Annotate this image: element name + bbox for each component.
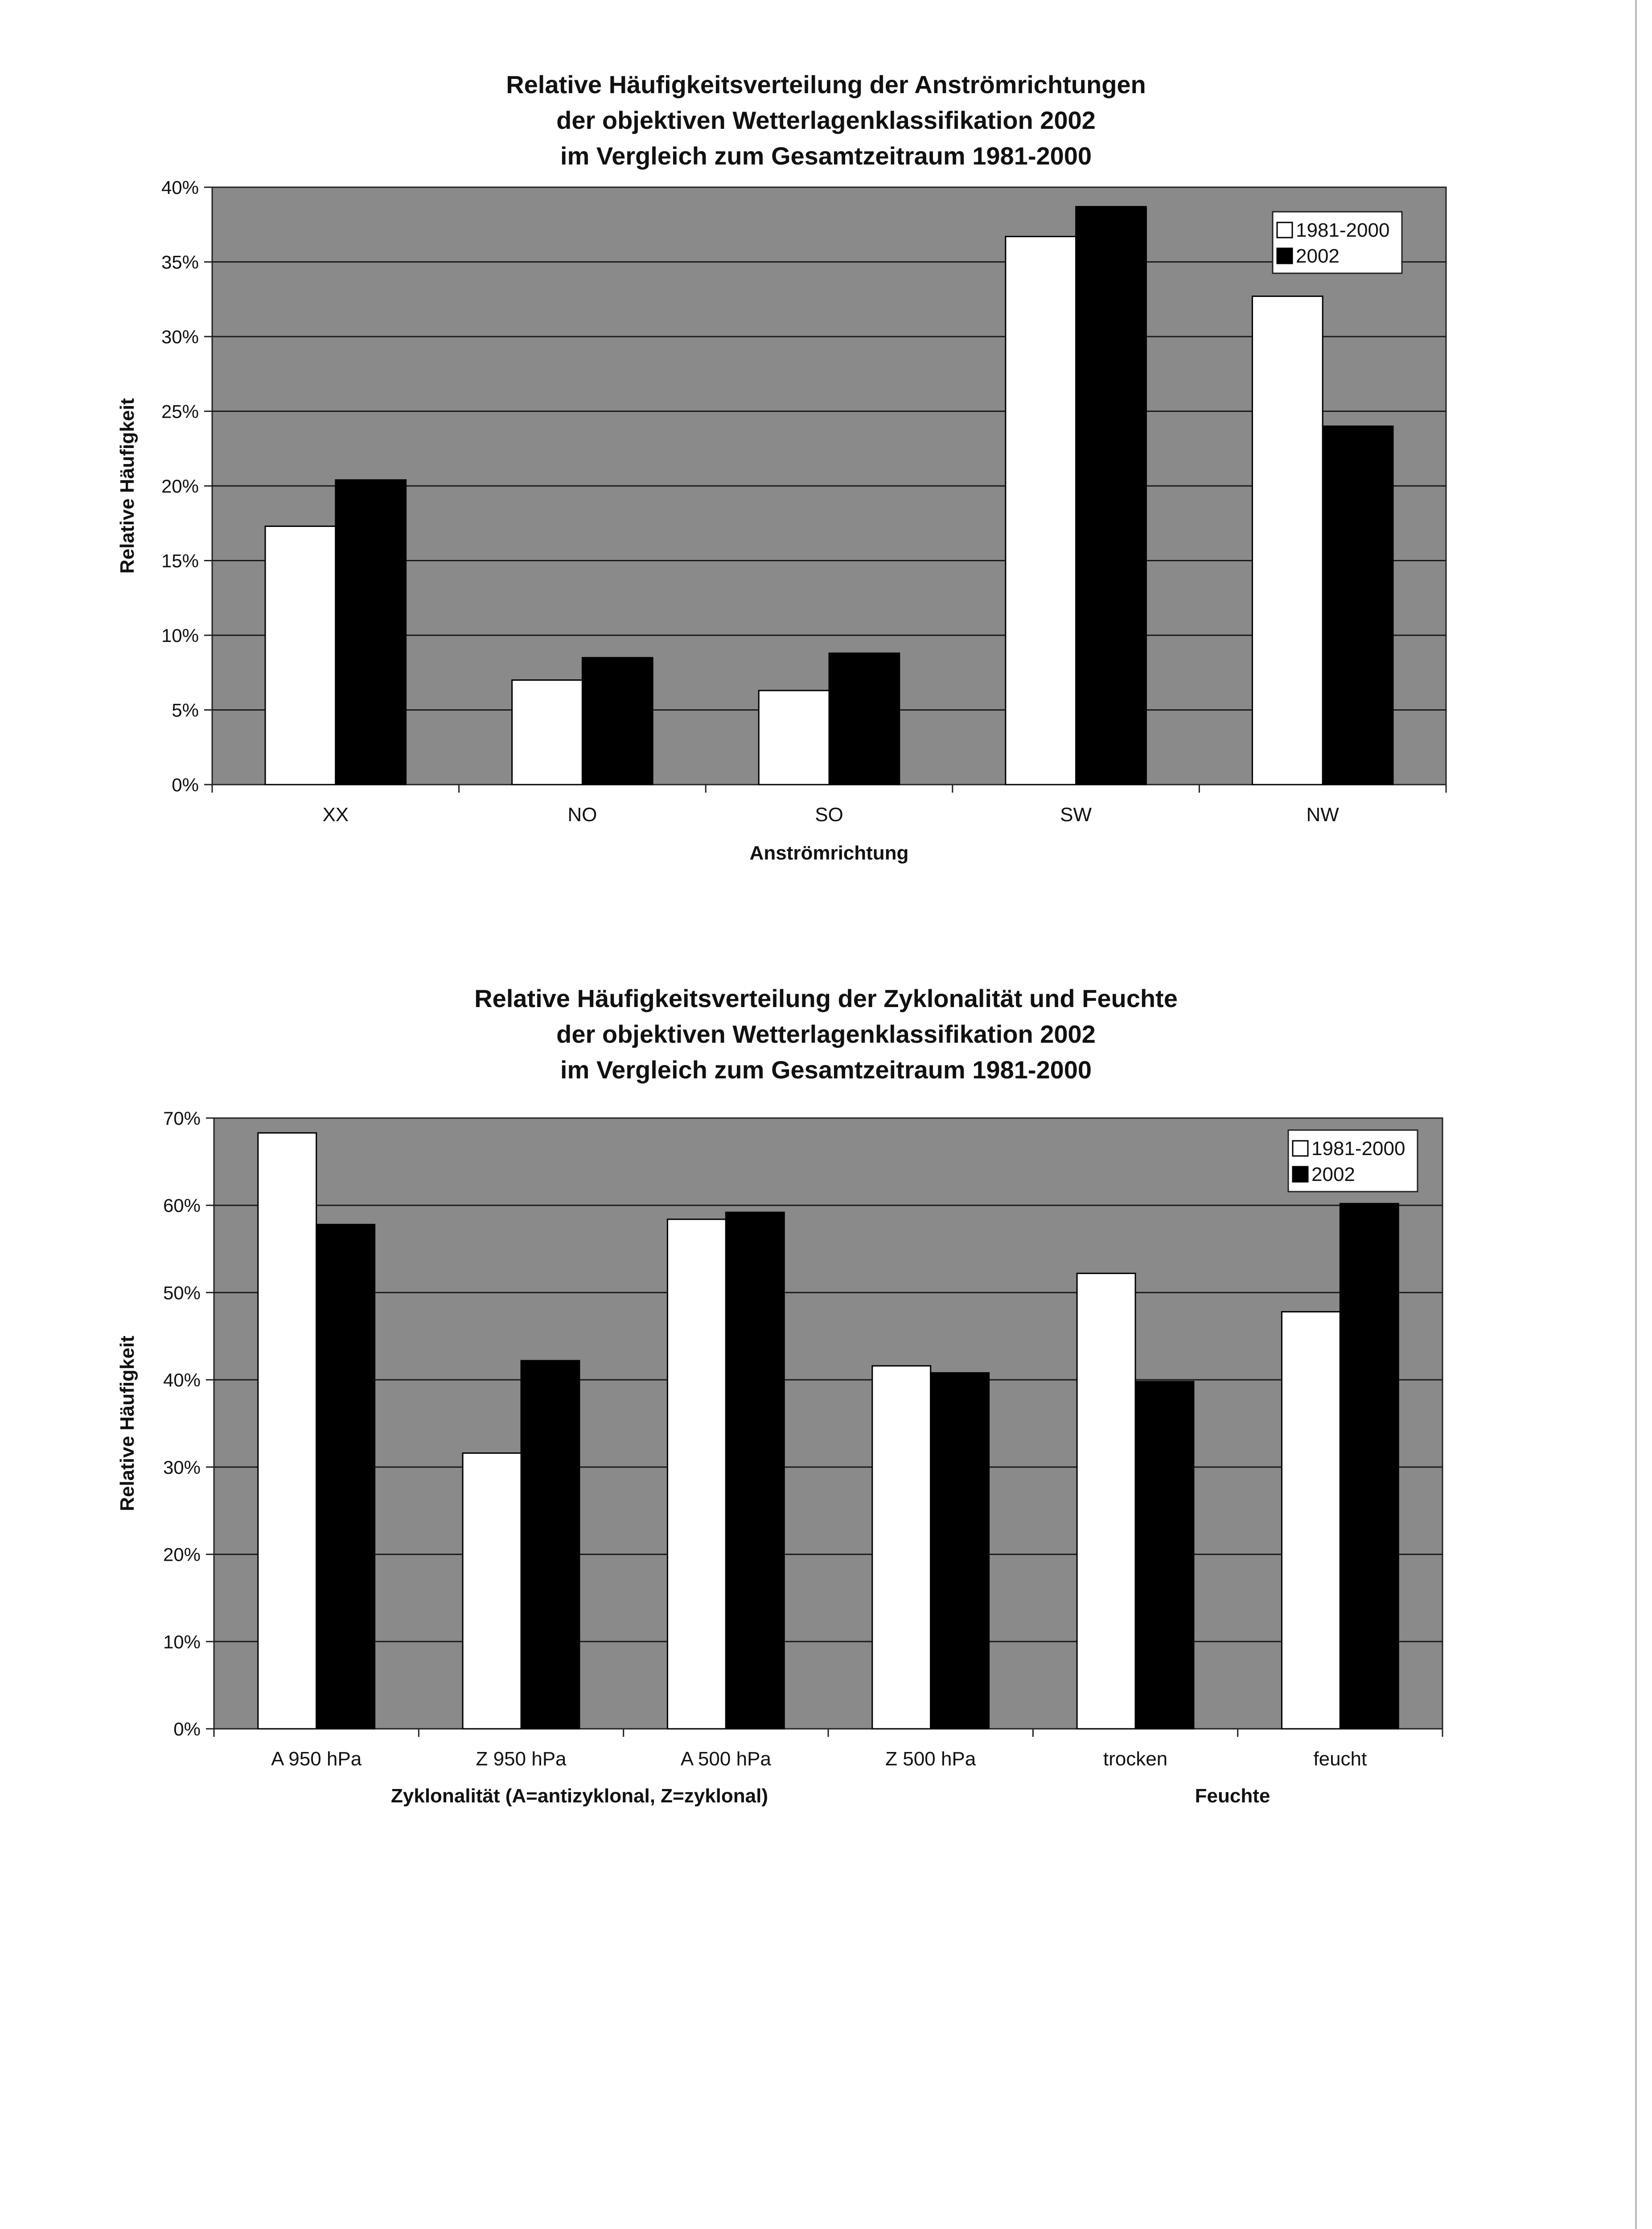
chart2-x-tick-label: A 950 hPa [271,1748,362,1770]
chart2-y-tick-label: 60% [163,1195,201,1216]
chart2-y-tick-label: 0% [173,1719,201,1740]
chart1-title-line1: Relative Häufigkeitsverteilung der Anströmrichtungen [506,70,1146,99]
chart1-x-tick-label: NO [567,804,597,826]
chart1-x-tick-label: SW [1060,804,1092,826]
chart2-title-line2: der objektiven Wetterlagenklassifikation 2002 [556,1020,1096,1048]
chart1-x-tick-label: XX [322,804,349,826]
chart2-bar-baseline [667,1219,726,1729]
chart2-bar-current [1135,1382,1194,1729]
chart1-y-tick-label: 35% [161,251,199,273]
chart2-y-tick-label: 10% [163,1631,201,1653]
chart2-x-tick-label: feucht [1313,1748,1367,1770]
chart2-legend-swatch [1293,1141,1308,1156]
chart2-title-line3: im Vergleich zum Gesamtzeitraum 1981-2000 [560,1056,1092,1084]
chart1-y-tick-label: 25% [161,401,199,422]
chart2-bar-current [521,1361,579,1729]
chart2-legend-label: 1981-2000 [1311,1138,1405,1160]
chart2-legend-swatch [1293,1167,1308,1182]
chart1-x-tick-label: NW [1306,804,1339,826]
chart2-x-axis-label: Zyklonalität (A=antizyklonal, Z=zyklonal) [391,1785,768,1807]
chart1-y-tick-label: 30% [161,326,199,347]
chart1-x-axis-label: Anströmrichtung [749,842,909,864]
chart1-x-tick-label: SO [815,804,843,826]
chart2-y-axis-label: Relative Häufigkeit [116,1336,138,1511]
chart2-bar-current [1340,1204,1398,1729]
chart1-y-tick-label: 40% [161,177,199,198]
chart2-x-tick-label: A 500 hPa [680,1748,771,1770]
chart2-bar-baseline [463,1453,521,1729]
chart1-title-line3: im Vergleich zum Gesamtzeitraum 1981-2000 [560,142,1092,170]
chart1-y-tick-label: 15% [161,550,199,572]
chart2-bar-current [726,1212,784,1729]
chart2-y-tick-label: 20% [163,1544,201,1565]
chart2-bar-baseline [872,1366,931,1729]
chart2-title-line1: Relative Häufigkeitsverteilung der Zyklonalität und Feuchte [474,984,1178,1012]
chart1-title-line2: der objektiven Wetterlagenklassifikation 2002 [556,106,1096,134]
chart1-y-tick-label: 5% [172,699,199,721]
chart2-x-tick-label: Z 500 hPa [885,1748,976,1770]
chart2-y-tick-label: 50% [163,1282,201,1304]
chart2-plot-area [214,1118,1442,1729]
chart2-bar-current [931,1373,989,1729]
chart1-y-axis-label: Relative Häufigkeit [116,398,138,574]
chart1-y-tick-label: 0% [172,774,199,795]
chart2-bar-current [316,1225,375,1729]
chart2-x-axis-label: Feuchte [1195,1785,1270,1807]
chart1-legend-label: 2002 [1296,245,1340,267]
chart2-bar-baseline [258,1133,316,1729]
chart1-y-tick-label: 10% [161,625,199,646]
chart2-y-tick-label: 40% [163,1369,201,1391]
chart1-legend-label: 1981-2000 [1296,219,1390,241]
chart1-y-tick-label: 20% [161,476,199,497]
chart2-legend-label: 2002 [1311,1164,1355,1185]
chart2-x-tick-label: Z 950 hPa [476,1748,567,1770]
chart2-bar-baseline [1282,1312,1340,1729]
chart2-x-tick-label: trocken [1103,1748,1168,1770]
chart2-y-tick-label: 30% [163,1456,201,1478]
chart2-bar-baseline [1077,1273,1135,1729]
chart2-y-tick-label: 70% [163,1108,201,1129]
